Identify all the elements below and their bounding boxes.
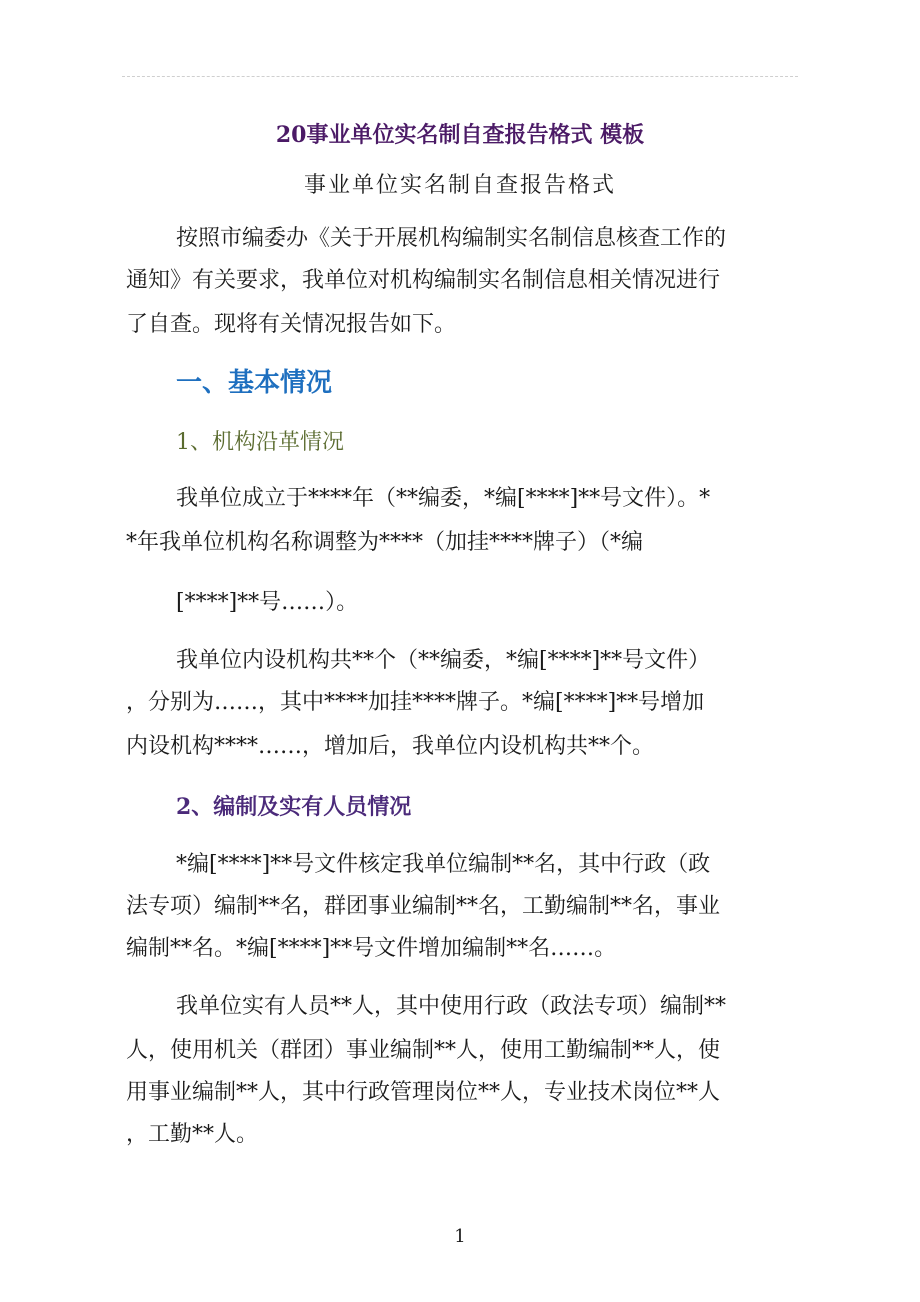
- intro-line-1: 按照市编委办《关于开展机构编制实名制信息核查工作的: [176, 226, 727, 251]
- history-para2-line-1: 我单位内设机构共**个（**编委，*编[****]**号文件）: [176, 648, 711, 673]
- staffing-para2-line-4: ，工勤**人。: [126, 1122, 259, 1147]
- document-subtitle: 事业单位实名制自查报告格式: [303, 173, 616, 198]
- staffing-para2-line-1: 我单位实有人员**人，其中使用行政（政法专项）编制**: [176, 994, 727, 1019]
- history-para2-line-2: ，分别为……，其中****加挂****牌子。*编[****]**号增加: [126, 690, 705, 715]
- staffing-para1-line-1: *编[****]**号文件核定我单位编制**名，其中行政（政: [176, 852, 711, 877]
- staffing-para2-line-3: 用事业编制**人，其中行政管理岗位**人，专业技术岗位**人: [126, 1080, 721, 1105]
- history-para1-line-3: [****]**号……）。: [176, 590, 359, 615]
- history-para2-line-3: 内设机构****……，增加后，我单位内设机构共**个。: [126, 734, 655, 759]
- staffing-para1-line-2: 法专项）编制**名，群团事业编制**名，工勤编制**名，事业: [126, 894, 721, 919]
- section-heading-basic: 一、基本情况: [176, 368, 333, 398]
- staffing-para2-line-2: 人，使用机关（群团）事业编制**人，使用工勤编制**人，使: [126, 1038, 721, 1063]
- history-para1-line-2: *年我单位机构名称调整为****（加挂****牌子）（*编: [126, 530, 644, 555]
- staffing-para1-line-3: 编制**名。*编[****]**号文件增加编制**名……。: [126, 936, 617, 961]
- subsection-heading-staffing: 2、编制及实有人员情况: [176, 794, 412, 820]
- header-divider: [122, 76, 798, 77]
- intro-line-3: 了自查。现将有关情况报告如下。: [126, 312, 457, 337]
- subsection-heading-history: 1、机构沿革情况: [176, 430, 344, 455]
- document-title: 20事业单位实名制自查报告格式 模板: [275, 122, 645, 148]
- history-para1-line-1: 我单位成立于****年（**编委，*编[****]**号文件）。*: [176, 486, 711, 511]
- page-number: 1: [454, 1226, 466, 1247]
- intro-line-2: 通知》有关要求，我单位对机构编制实名制信息相关情况进行: [126, 268, 721, 293]
